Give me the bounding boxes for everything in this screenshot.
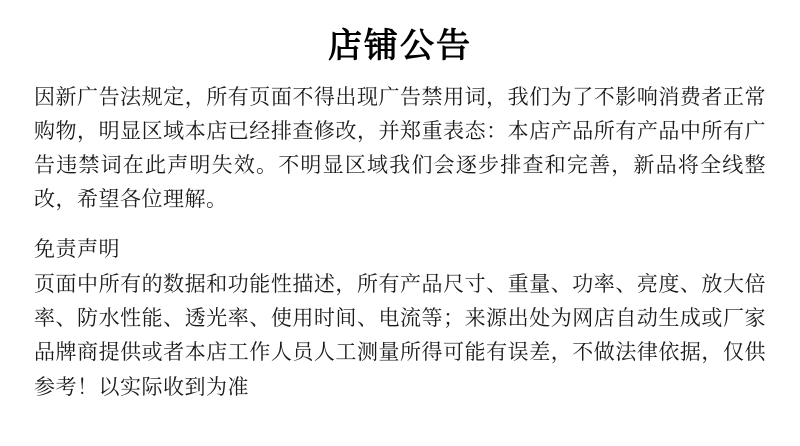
- page-title: 店铺公告: [328, 27, 472, 65]
- section-divider: [34, 217, 766, 233]
- disclaimer-heading: 免责声明: [34, 237, 120, 261]
- notice-paragraph: 因新广告法规定，所有页面不得出现广告禁用词，我们为了不影响消费者正常购物，明显区域本店已经排查修改，并郑重表态：本店产品所有产品中所有广告违禁词在此声明失效。不明显区域我们会逐步排查和完善，新品将全线整改，希望各位理解。: [34, 85, 766, 211]
- disclaimer-paragraph: 页面中所有的数据和功能性描述，所有产品尺寸、重量、功率、亮度、放大倍率、防水性能、透光率、使用时间、电流等；来源出处为网店自动生成或厂家品牌商提供或者本店工作人员人工测量所得可能有误差，不做法律依据，仅供参考！以实际收到为准: [34, 273, 766, 399]
